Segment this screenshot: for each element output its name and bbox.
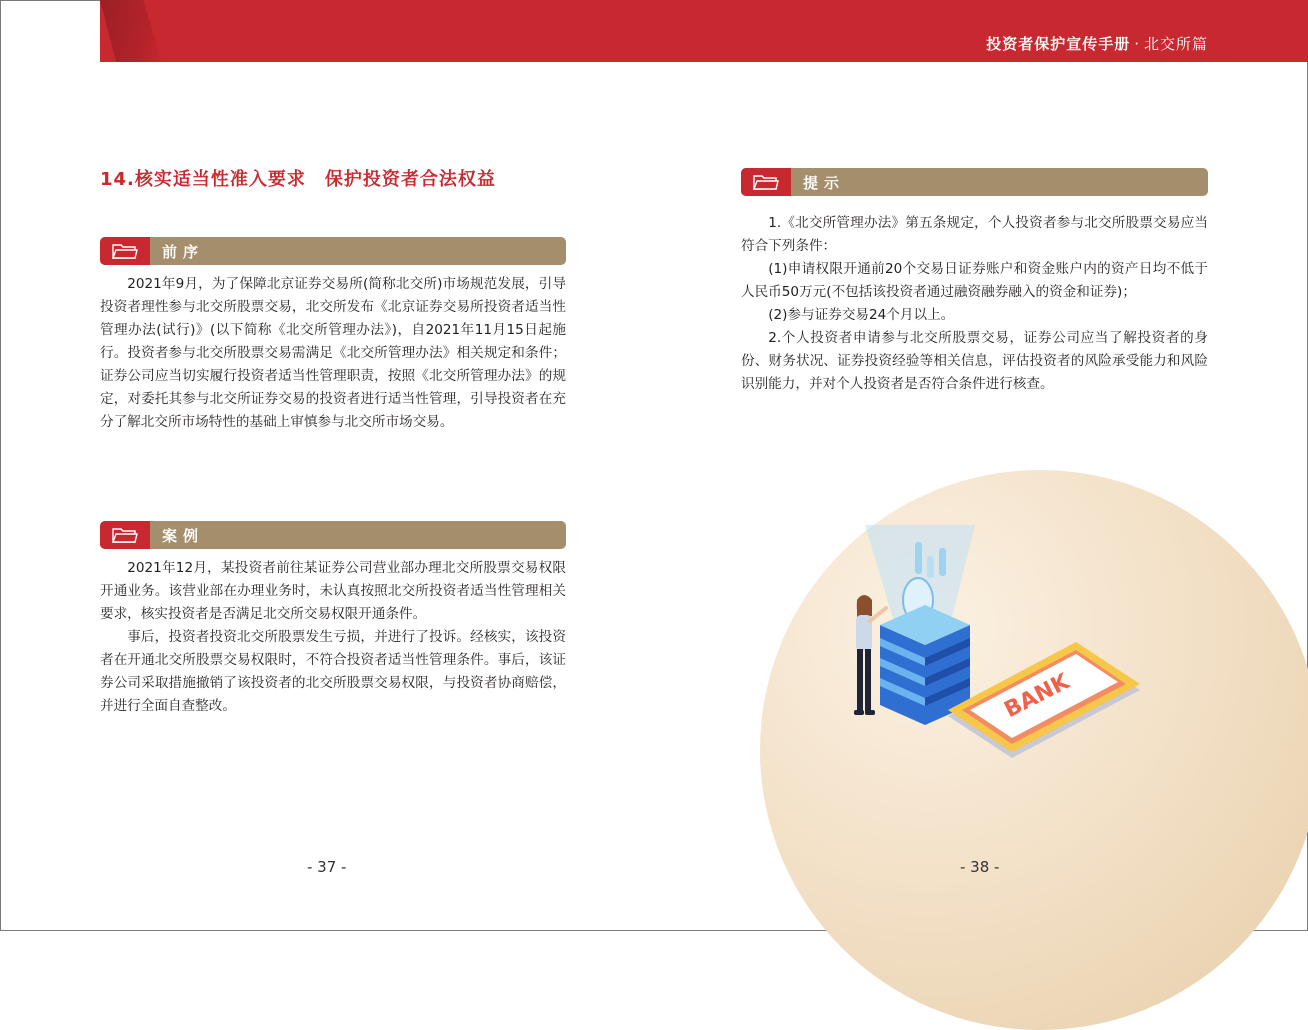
case-text [100, 557, 566, 718]
tip-paragraph: 2.个人投资者申请参与北交所股票交易，证券公司应当了解投资者的身份、财务状况、证券投资经验等相关信息，评估投资者的风险承受能力和风险识别能力，并对个人投资者是否符合条件进行核查。 [741, 330, 1208, 392]
page-number-right: - 38 - [960, 858, 1000, 876]
tip-paragraph: (1)申请权限开通前20个交易日证券账户和资金账户内的资产日均不低于人民币50万元(不包括该投资者通过融资融券融入的资金和证券)； [741, 261, 1208, 300]
section-bar-case [100, 521, 566, 549]
section-bar-preface [100, 237, 566, 265]
phone-illustration [948, 642, 1140, 758]
page-title: 14.核实适当性准入要求 保护投资者合法权益 [100, 169, 496, 190]
hologram-bar [927, 556, 934, 578]
section-label-tip: 提示 [803, 174, 846, 192]
header-separator: · [1134, 35, 1140, 53]
case-paragraph: 事后，投资者投资北交所股票发生亏损，并进行了投诉。经核实，该投资者在开通北交所股票交易权限时，不符合投资者适当性管理条件。事后，该证券公司采取措施撤销了该投资者的北交所股票交易权限，与投资者协商赔偿，并进行全面自查整改。 [100, 629, 566, 714]
phone-bank-text: BANK [1000, 669, 1074, 724]
header-title [986, 33, 1208, 54]
investor-bank-illustration [830, 520, 1150, 780]
header-band [100, 0, 1308, 62]
header-accent-tab [100, 0, 162, 62]
header-subtitle: 北交所篇 [1143, 35, 1208, 53]
case-paragraph: 2021年12月，某投资者前往某证券公司营业部办理北交所股票交易权限开通业务。该营业部在办理业务时，未认真按照北交所投资者适当性管理相关要求，核实投资者是否满足北交所交易权限开通条件。 [100, 560, 566, 622]
tip-paragraph: 1.《北交所管理办法》第五条规定，个人投资者参与北交所股票交易应当符合下列条件： [741, 215, 1208, 254]
hologram-bar [939, 548, 946, 576]
header-title-main: 投资者保护宣传手册 [986, 35, 1131, 53]
tip-paragraph: (2)参与证券交易24个月以上。 [768, 307, 955, 323]
hologram-bar [915, 542, 922, 574]
page-number-left: - 37 - [307, 858, 347, 876]
tip-text [741, 212, 1208, 396]
folder-icon [112, 242, 138, 260]
section-label-preface: 前序 [162, 243, 205, 261]
section-bar-tip [741, 168, 1208, 196]
folder-icon [753, 173, 779, 191]
folder-icon [112, 526, 138, 544]
preface-paragraph: 2021年9月，为了保障北京证券交易所(简称北交所)市场规范发展，引导投资者理性参与北交所股票交易，北交所发布《北京证券交易所投资者适当性管理办法(试行)》(以下简称《北交所管理办法》)，自2021年11月15日起施行。投资者参与北交所股票交易需满足《北交所管理办法》相关规定和条件；证券公司应当切实履行投资者适当性管理职责，按照《北交所管理办法》的规定，对委托其参与北交所证券交易的投资者进行适当性管理，引导投资者在充分了解北交所市场特性的基础上审慎参与北交所市场交易。 [100, 276, 566, 430]
section-label-case: 案例 [162, 527, 205, 545]
preface-text [100, 273, 566, 434]
